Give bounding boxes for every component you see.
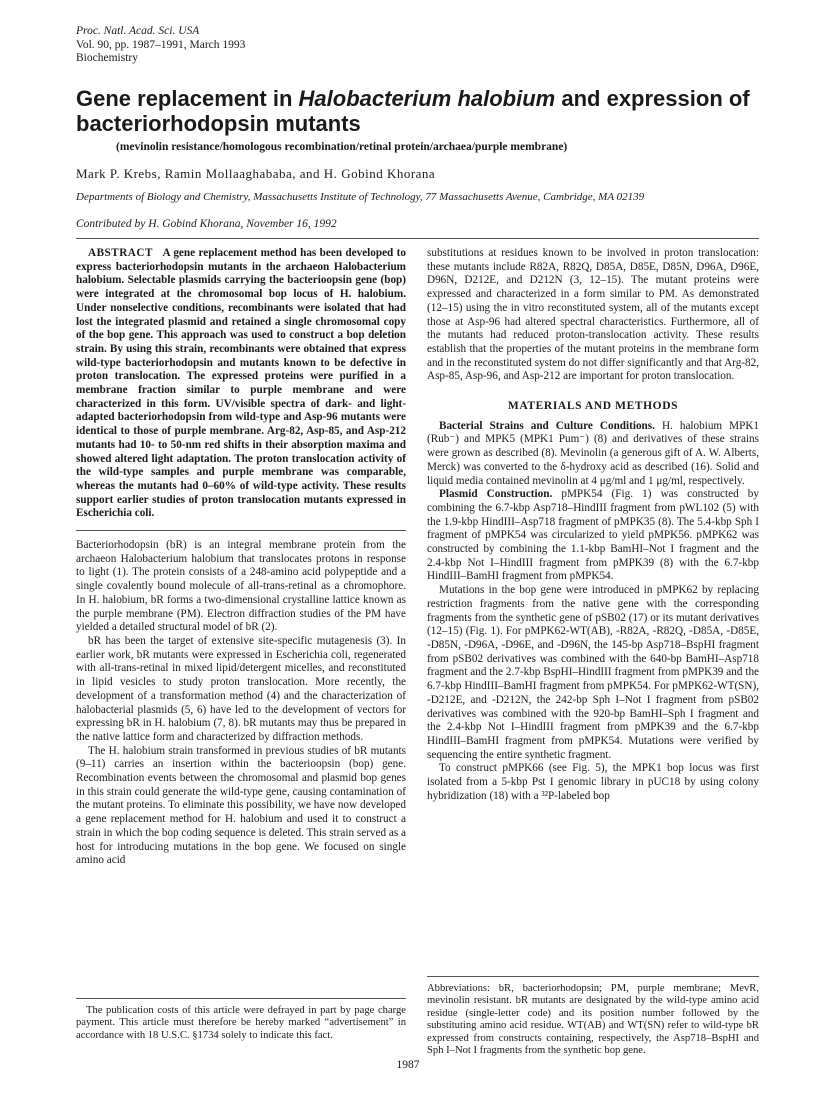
intro-paragraph-4: substitutions at residues known to be involved in proton translocation: these mutants include R82A, R82Q, D85A, D85E, D85N, D96A, D96E, D96N, D212E, and D212N (3, 12–15). The mutant proteins were expressed and characterized in a form similar to PM. As demonstrated (12–15) using the in vitro reconstituted system, all of the mutants except those at Asp-96 had altered spectral characteristics. Furthermore, all of the mutants had reduced proton-translocation activity. These results establish that the properties of the mutant proteins in the membrane form and in the reconstituted system do not differ significantly and that Arg-82, Asp-85, Asp-96, and Asp-212 are important for proton translocation.: [427, 247, 759, 383]
abstract-label: ABSTRACT: [88, 247, 153, 259]
runin-heading-strains: Bacterial Strains and Culture Conditions.: [439, 419, 655, 432]
abstract-text: A gene replacement method has been developed to express bacteriorhodopsin mutants in the archaeon Halobacterium halobium. Selectable plasmids carrying the bacterioopsin gene (bop) were integrated at the chromosomal bop locus of H. halobium. Under nonselective conditions, recombinants were isolated that had lost the integrated plasmid and retained a single chromosomal copy of the bop gene. This approach was used to construct a bop deletion strain. By using this strain, recombinants were obtained that express wild-type bacteriorhodopsin and mutants known to be defective in proton translocation. The expressed proteins were purified in a membrane fraction similar to purple membrane and were characterized in this form. UV/visible spectra of dark- and light-adapted bacteriorhodopsin from wild-type and Asp-96 mutants were identical to those of purple membrane. Arg-82, Asp-85, and Asp-212 mutants had 10- to 50-nm red shifts in their absorption maxima and showed altered light adaptation. The proton translocation activity of the wild-type samples and purple membrane was comparable, whereas the mutants had 0–60% of wild-type activity. These results support earlier studies of proton translocation mutants expressed in Escherichia coli.: [76, 247, 406, 520]
methods-paragraph-2: [427, 488, 759, 584]
title-part-2: and expression of: [555, 86, 750, 111]
authors: Mark P. Krebs, Ramin Mollaaghababa, and H. Gobind Khorana: [76, 166, 436, 181]
journal-name: Proc. Natl. Acad. Sci. USA: [76, 25, 200, 37]
header-rule: [76, 238, 759, 239]
methods-paragraph-1: [427, 420, 759, 489]
intro-paragraph-1: Bacteriorhodopsin (bR) is an integral membrane protein from the archaeon Halobacterium halobium that translocates protons in response to light (1). The protein consists of a 248-amino acid polypeptide and a single covalently bound molecule of all-trans-retinal as a chromophore. In H. halobium, bR forms a two-dimensional crystalline lattice known as the purple membrane (PM). Electron diffraction studies of the PM have yielded a detailed structural model of bR (2).: [76, 539, 406, 634]
intro-paragraph-3: The H. halobium strain transformed in previous studies of bR mutants (9–11) carries an insertion within the bacterioopsin (bop) gene. Recombination events between the chromosomal and plasmid bop genes in this strain could generate the wild-type gene, causing contamination of the mutant proteins. To eliminate this possibility, we have now developed a gene replacement method for H. halobium and used it to construct a strain in which the bop coding sequence is deleted. This strain served as a host for introducing mutations in the bop gene. We focused on single amino acid: [76, 744, 406, 867]
abbreviations-note: Abbreviations: bR, bacteriorhodopsin; PM, purple membrane; MevR, mevinolin resistant. bR mutants are designated by the wild-type amino acid residue (single-letter code) and its position number followed by the substituting amino acid residue. WT(AB) and WT(SN) refer to wild-type bR expressed from constructs containing, respectively, the Asp718–BspHI and Sph I–Not I fragments from the synthetic bop gene.: [427, 983, 759, 1057]
methods-heading: MATERIALS AND METHODS: [507, 400, 679, 413]
methods-text-1: H. halobium MPK1 (Rub⁻) and MPK5 (MPK1 Pum⁻) (8) and derivatives of these strains were grown as described (8). Mevinolin (a generous gift of A. W. Alberts, Merck) was converted to the δ-hydroxy acid as described (16). Solid and liquid media contained mevinolin at 4 μg/ml and 1 μg/ml, respectively.: [427, 419, 759, 487]
title-organism: Halobacterium halobium: [298, 86, 556, 111]
methods-paragraph-3: Mutations in the bop gene were introduced in pMPK62 by replacing restriction fragments from the native gene with the corresponding fragments from the synthetic gene of pSB02 (17) or its mutant derivatives (12–15) (Fig. 1). For pMPK62-WT(AB), -R82A, -R82Q, -D85A, -D85E, -D85N, -D96A, -D96E, and -D96N, the 145-bp Asp718–BspHI fragment from pSB02 derivatives was combined with the 640-bp BamHI–Asp718 fragment and the 2.7-kbp BspHI–HindIII fragment from pMPK39 and the 6.7-kbp HindIII–BamHI fragment from pMPK54. For pMPK62-WT(SN), -D212E, and -D212N, the 242-bp Sph I–Not I fragment from pSB02 derivatives was combined with the 920-bp BamHI–Sph I fragment and the 2.4-kbp Not I–HindIII fragment from pMPK39 and the 6.7-kbp HindIII–BamHI fragment from pMPK54. Mutations were verified by sequencing the entire synthetic fragment.: [427, 584, 759, 761]
volume-info: Vol. 90, pp. 1987–1991, March 1993: [76, 38, 246, 51]
page-number: 1987: [396, 1059, 420, 1071]
methods-paragraph-4: To construct pMPK66 (see Fig. 5), the MPK1 bop locus was first isolated from a 5-kbp Pst I genomic library in pUC18 by using colony hybridization (18) with a ³²P-labeled bop: [427, 762, 759, 802]
left-column: [76, 247, 406, 868]
article-title: [76, 86, 756, 136]
title-part-3: bacteriorhodopsin mutants: [76, 111, 361, 136]
runin-heading-plasmid: Plasmid Construction.: [439, 488, 553, 501]
abstract-rule: [76, 530, 406, 531]
intro-paragraph-2: bR has been the target of extensive site-specific mutagenesis (3). In earlier work, bR mutants were expressed in Escherichia coli, regenerated with all-trans-retinal in mixed lipid/detergent micelles, and reconstituted in lipid vesicles to study proton translocation. More recently, the development of a transformation method (4) and the characterization of halobacterial plasmids (5, 6) have led to the development of vectors for expressing bR in H. halobium (7, 8). bR mutants may thus be prepared in the native lattice form and characterized by diffraction methods.: [76, 634, 406, 743]
title-part-1: Gene replacement in: [76, 86, 299, 111]
publication-cost-text: The publication costs of this article were defrayed in part by page charge payment. This article must therefore be hereby marked “advertisement” in accordance with 18 U.S.C. §1734 solely to indicate this fact.: [76, 1005, 406, 1041]
right-column: [427, 247, 759, 803]
journal-header: [76, 25, 245, 66]
contributed-by: Contributed by H. Gobind Khorana, November 16, 1992: [76, 218, 337, 230]
section-name: Biochemistry: [76, 52, 138, 64]
footnote-rule-left: [76, 998, 406, 999]
footnote-rule-right: [427, 976, 759, 977]
methods-text-2: pMPK54 (Fig. 1) was constructed by combining the 6.7-kbp Asp718–HindIII fragment from pWL102 (5) with the 1.9-kbp HindIII–Asp718 fragment of pMPK35 (8). The 5.4-kbp Sph I fragment of pMPK54 was circularized to yield pMPK56. pMPK62 was constructed by combining the 1.1-kbp BamHI–Not I fragment and the 2.4-kbp Not I–HindIII fragment from pMPK39 (8) with the 6.7-kbp HindIII–BamHI fragment from pMPK54.: [427, 488, 759, 583]
publication-cost-note: [76, 1005, 406, 1042]
keywords: (mevinolin resistance/homologous recombination/retinal protein/archaea/purple membrane): [116, 141, 568, 153]
affiliation: Departments of Biology and Chemistry, Massachusetts Institute of Technology, 77 Massachusetts Avenue, Cambridge, MA 02139: [76, 191, 645, 203]
abstract: [76, 247, 406, 521]
